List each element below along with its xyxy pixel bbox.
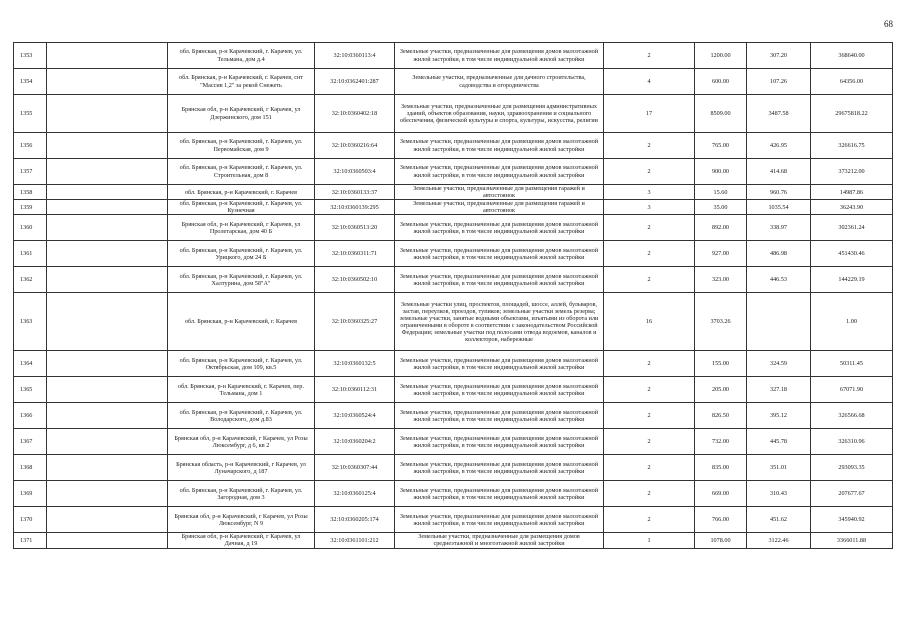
area-cell: 835.00 [695, 455, 747, 481]
land-use-cell: Земельные участки, предназначенные для размещения гаражей и автостоянок [395, 185, 604, 200]
blank-cell [47, 241, 168, 267]
address-cell: обл. Брянская, р-н Карачевский, г. Карачев, ул. Кузнечная [168, 200, 315, 215]
table-row [14, 133, 893, 159]
group-code-cell: 17 [604, 95, 695, 133]
table-row [14, 455, 893, 481]
unit-value-cell: 1035.54 [747, 200, 811, 215]
cadastral-number-cell: 32:10:0360112:31 [315, 377, 395, 403]
cadastral-value-cell: 326616.75 [811, 133, 893, 159]
row-number: 1360 [14, 215, 47, 241]
unit-value-cell: 3487.58 [747, 95, 811, 133]
cadastral-number-cell: 32:10:0360216:64 [315, 133, 395, 159]
table-row [14, 43, 893, 69]
row-number: 1370 [14, 507, 47, 533]
unit-value-cell: 486.98 [747, 241, 811, 267]
unit-value-cell: 395.12 [747, 403, 811, 429]
row-number: 1365 [14, 377, 47, 403]
area-cell: 669.00 [695, 481, 747, 507]
group-code-cell: 2 [604, 455, 695, 481]
row-number: 1356 [14, 133, 47, 159]
blank-cell [47, 403, 168, 429]
cadastral-value-cell: 50311.45 [811, 351, 893, 377]
group-code-cell: 1 [604, 533, 695, 548]
blank-cell [47, 133, 168, 159]
group-code-cell: 2 [604, 43, 695, 69]
address-cell: обл. Брянская, р-н Карачевский, г. Карачев, ул. Тельмана, дом д.4 [168, 43, 315, 69]
row-number: 1364 [14, 351, 47, 377]
address-cell: обл. Брянская, р-н Карачевский, г. Карачев, ул. Строительная, дом 8 [168, 159, 315, 185]
address-cell: обл. Брянская, р-н Карачевский, г. Карачев, ул. Урицкого, дом 24 Б [168, 241, 315, 267]
unit-value-cell: 351.01 [747, 455, 811, 481]
table-row [14, 69, 893, 95]
unit-value-cell: 960.76 [747, 185, 811, 200]
cadastral-value-cell: 293093.35 [811, 455, 893, 481]
table-row [14, 403, 893, 429]
cadastral-value-cell: 36243.90 [811, 200, 893, 215]
address-cell: Брянская область, р-н Карачевский, г Карачев, ул Луначарского, д 187 [168, 455, 315, 481]
group-code-cell: 2 [604, 267, 695, 293]
cadastral-number-cell: 32:10:0360132:5 [315, 351, 395, 377]
cadastral-number-cell: 32:10:0360325:27 [315, 293, 395, 351]
unit-value-cell: 327.18 [747, 377, 811, 403]
blank-cell [47, 267, 168, 293]
group-code-cell: 2 [604, 429, 695, 455]
area-cell: 600.00 [695, 69, 747, 95]
table-row [14, 533, 893, 548]
area-cell: 766.00 [695, 507, 747, 533]
land-use-cell: Земельные участки, предназначенные для размещения домов малоэтажной жилой застройки, в том числе индивидуальной жилой застройки [395, 481, 604, 507]
area-cell: 765.00 [695, 133, 747, 159]
cadastral-value-cell: 3366011.88 [811, 533, 893, 548]
cadastral-number-cell: 32:10:0362401:287 [315, 69, 395, 95]
blank-cell [47, 69, 168, 95]
blank-cell [47, 200, 168, 215]
page-number: 68 [884, 19, 893, 29]
table-row [14, 215, 893, 241]
cadastral-number-cell: 32:10:0360502:10 [315, 267, 395, 293]
row-number: 1366 [14, 403, 47, 429]
land-use-cell: Земельные участки, предназначенные для дачного строительства, садоводства и огородничества [395, 69, 604, 95]
cadastral-number-cell: 32:10:0360125:4 [315, 481, 395, 507]
unit-value-cell: 451.62 [747, 507, 811, 533]
area-cell: 3703.26 [695, 293, 747, 351]
land-use-cell: Земельные участки, предназначенные для размещения домов малоэтажной жилой застройки, в том числе индивидуальной жилой застройки [395, 241, 604, 267]
blank-cell [47, 377, 168, 403]
table-row [14, 267, 893, 293]
blank-cell [47, 95, 168, 133]
cadastral-number-cell: 32:10:0360113:4 [315, 43, 395, 69]
cadastral-value-cell: 67071.90 [811, 377, 893, 403]
address-cell: Брянская обл, р-н Карачевский, г Карачев, ул Розы Люксембург, N 9 [168, 507, 315, 533]
cadastral-number-cell: 32:10:0360524:4 [315, 403, 395, 429]
address-cell: обл. Брянская, р-н Карачевский, г. Карачев [168, 185, 315, 200]
address-cell: Брянская обл, р-н Карачевский, г Карачев, ул Дзержинского, дом 151 [168, 95, 315, 133]
blank-cell [47, 159, 168, 185]
unit-value-cell [747, 293, 811, 351]
cadastral-value-cell: 29675818.22 [811, 95, 893, 133]
unit-value-cell: 414.68 [747, 159, 811, 185]
cadastral-number-cell: 32:10:0360133:37 [315, 185, 395, 200]
area-cell: 155.00 [695, 351, 747, 377]
table-row [14, 507, 893, 533]
land-use-cell: Земельные участки, предназначенные для размещения домов малоэтажной жилой застройки, в том числе индивидуальной жилой застройки [395, 215, 604, 241]
area-cell: 8509.00 [695, 95, 747, 133]
table-row [14, 200, 893, 215]
row-number: 1369 [14, 481, 47, 507]
unit-value-cell: 324.59 [747, 351, 811, 377]
address-cell: Брянская обл, р-н Карачевский, г Карачев, ул Розы Люксембург, д 6, кв 2 [168, 429, 315, 455]
table-row [14, 95, 893, 133]
row-number: 1361 [14, 241, 47, 267]
cadastral-value-cell: 326566.68 [811, 403, 893, 429]
blank-cell [47, 43, 168, 69]
cadastral-number-cell: 32:10:0360311:71 [315, 241, 395, 267]
cadastral-value-cell: 345940.92 [811, 507, 893, 533]
blank-cell [47, 351, 168, 377]
cadastral-value-cell: 451430.46 [811, 241, 893, 267]
blank-cell [47, 507, 168, 533]
unit-value-cell: 3122.46 [747, 533, 811, 548]
cadastral-number-cell: 32:10:0360205:174 [315, 507, 395, 533]
table-row [14, 185, 893, 200]
cadastral-value-cell: 302361.24 [811, 215, 893, 241]
land-use-cell: Земельные участки, предназначенные для размещения домов малоэтажной жилой застройки, в том числе индивидуальной жилой застройки [395, 267, 604, 293]
table-row [14, 429, 893, 455]
land-use-cell: Земельные участки, предназначенные для размещения административных зданий, объектов образования, науки, здравоохранения и социального обеспечения, физической культуры и спорта, культуры, искусства, религии [395, 95, 604, 133]
row-number: 1355 [14, 95, 47, 133]
area-cell: 1078.00 [695, 533, 747, 548]
cadastral-value-cell: 14987.86 [811, 185, 893, 200]
table-row [14, 481, 893, 507]
cadastral-number-cell: 32:10:0360402:18 [315, 95, 395, 133]
land-use-cell: Земельные участки, предназначенные для размещения домов малоэтажной жилой застройки, в том числе индивидуальной жилой застройки [395, 351, 604, 377]
land-use-cell: Земельные участки, предназначенные для размещения домов малоэтажной жилой застройки, в том числе индивидуальной жилой застройки [395, 429, 604, 455]
cadastral-value-cell: 207677.67 [811, 481, 893, 507]
table-row [14, 293, 893, 351]
group-code-cell: 2 [604, 215, 695, 241]
land-use-cell: Земельные участки, предназначенные для размещения домов малоэтажной жилой застройки, в том числе индивидуальной жилой застройки [395, 507, 604, 533]
address-cell: Брянская обл, р-н Карачевский, г Карачев, ул Дачная, д 19 [168, 533, 315, 548]
unit-value-cell: 446.53 [747, 267, 811, 293]
blank-cell [47, 185, 168, 200]
area-cell: 927.00 [695, 241, 747, 267]
group-code-cell: 2 [604, 507, 695, 533]
cadastral-value-cell: 1.00 [811, 293, 893, 351]
row-number: 1363 [14, 293, 47, 351]
group-code-cell: 2 [604, 351, 695, 377]
row-number: 1358 [14, 185, 47, 200]
unit-value-cell: 426.95 [747, 133, 811, 159]
cadastral-number-cell: 32:10:0360513:20 [315, 215, 395, 241]
address-cell: обл. Брянская, р-н Карачевский, г. Карачев, ул. Первомайская, дом 9 [168, 133, 315, 159]
land-use-cell: Земельные участки, предназначенные для размещения домов малоэтажной жилой застройки, в том числе индивидуальной жилой застройки [395, 43, 604, 69]
group-code-cell: 2 [604, 403, 695, 429]
land-use-cell: Земельные участки, предназначенные для размещения домов среднеэтажной и многоэтажной жилой застройки [395, 533, 604, 548]
land-use-cell: Земельные участки, предназначенные для размещения домов малоэтажной жилой застройки, в том числе индивидуальной жилой застройки [395, 455, 604, 481]
group-code-cell: 3 [604, 200, 695, 215]
address-cell: обл. Брянская, р-н Карачевский, г. Карачев, ул. Загородная, дом 3 [168, 481, 315, 507]
area-cell: 15.60 [695, 185, 747, 200]
address-cell: обл. Брянская, р-н Карачевский, г. Карачев [168, 293, 315, 351]
table-row [14, 159, 893, 185]
blank-cell [47, 429, 168, 455]
cadastral-number-cell: 32:10:0360503:4 [315, 159, 395, 185]
cadastral-value-cell: 326310.96 [811, 429, 893, 455]
blank-cell [47, 481, 168, 507]
table-body [14, 43, 893, 549]
table-row [14, 377, 893, 403]
group-code-cell: 16 [604, 293, 695, 351]
blank-cell [47, 455, 168, 481]
cadastral-value-cell: 144229.19 [811, 267, 893, 293]
cadastral-number-cell: 32:10:0360307:44 [315, 455, 395, 481]
area-cell: 892.00 [695, 215, 747, 241]
area-cell: 732.00 [695, 429, 747, 455]
cadastral-number-cell: 32:10:0360204:2 [315, 429, 395, 455]
address-cell: обл. Брянская, р-н Карачевский, г. Карачев, ул. Володарского, дом д.83 [168, 403, 315, 429]
land-use-cell: Земельные участки, предназначенные для размещения домов малоэтажной жилой застройки, в том числе индивидуальной жилой застройки [395, 377, 604, 403]
group-code-cell: 4 [604, 69, 695, 95]
land-use-cell: Земельные участки, предназначенные для размещения домов малоэтажной жилой застройки, в том числе индивидуальной жилой застройки [395, 159, 604, 185]
area-cell: 35.00 [695, 200, 747, 215]
unit-value-cell: 445.78 [747, 429, 811, 455]
land-use-cell: Земельные участки, предназначенные для размещения домов малоэтажной жилой застройки, в том числе индивидуальной жилой застройки [395, 133, 604, 159]
address-cell: обл. Брянская, р-н Карачевский, г. Карачев, пер. Тельмана, дом 1 [168, 377, 315, 403]
area-cell: 1200.00 [695, 43, 747, 69]
row-number: 1359 [14, 200, 47, 215]
group-code-cell: 2 [604, 159, 695, 185]
blank-cell [47, 293, 168, 351]
row-number: 1353 [14, 43, 47, 69]
unit-value-cell: 338.97 [747, 215, 811, 241]
row-number: 1362 [14, 267, 47, 293]
address-cell: обл. Брянская, р-н Карачевский, г. Карачев, ул. Халтурина, дом 58"А" [168, 267, 315, 293]
land-use-cell: Земельные участки, предназначенные для размещения гаражей и автостоянок [395, 200, 604, 215]
address-cell: Брянская обл, р-н Карачевский, г Карачев, ул Пролетарская, дом 40 Б [168, 215, 315, 241]
blank-cell [47, 533, 168, 548]
row-number: 1368 [14, 455, 47, 481]
row-number: 1357 [14, 159, 47, 185]
area-cell: 323.00 [695, 267, 747, 293]
unit-value-cell: 310.43 [747, 481, 811, 507]
group-code-cell: 3 [604, 185, 695, 200]
group-code-cell: 2 [604, 377, 695, 403]
cadastral-value-cell: 64356.00 [811, 69, 893, 95]
row-number: 1371 [14, 533, 47, 548]
land-register-table [13, 42, 893, 549]
unit-value-cell: 107.26 [747, 69, 811, 95]
cadastral-number-cell: 32:10:0360139:295 [315, 200, 395, 215]
land-use-cell: Земельные участки, предназначенные для размещения домов малоэтажной жилой застройки, в том числе индивидуальной жилой застройки [395, 403, 604, 429]
address-cell: обл. Брянская, р-н Карачевский, г. Карачев, снт "Массив 1,2" за рекой Снежеть [168, 69, 315, 95]
table-row [14, 351, 893, 377]
table-row [14, 241, 893, 267]
unit-value-cell: 307.20 [747, 43, 811, 69]
area-cell: 900.00 [695, 159, 747, 185]
group-code-cell: 2 [604, 133, 695, 159]
row-number: 1354 [14, 69, 47, 95]
blank-cell [47, 215, 168, 241]
address-cell: обл. Брянская, р-н Карачевский, г. Карачев, ул. Октябрьская, дом 109, кв.5 [168, 351, 315, 377]
area-cell: 826.50 [695, 403, 747, 429]
land-use-cell: Земельные участки улиц, проспектов, площадей, шоссе, аллей, бульваров, застав, переулков, проездов, тупиков; земельные участки земель резерва; земельные участки, занятые водными объектами, изъятыми из оборота или ограниченными в обороте в соответствии с законодательством Российской Федерации; земельные участки под полосами отвода водоемов, каналов и коллекторов, набережные [395, 293, 604, 351]
group-code-cell: 2 [604, 241, 695, 267]
group-code-cell: 2 [604, 481, 695, 507]
row-number: 1367 [14, 429, 47, 455]
cadastral-value-cell: 373212.00 [811, 159, 893, 185]
cadastral-number-cell: 32:10:0361101:212 [315, 533, 395, 548]
cadastral-value-cell: 368640.00 [811, 43, 893, 69]
area-cell: 205.00 [695, 377, 747, 403]
